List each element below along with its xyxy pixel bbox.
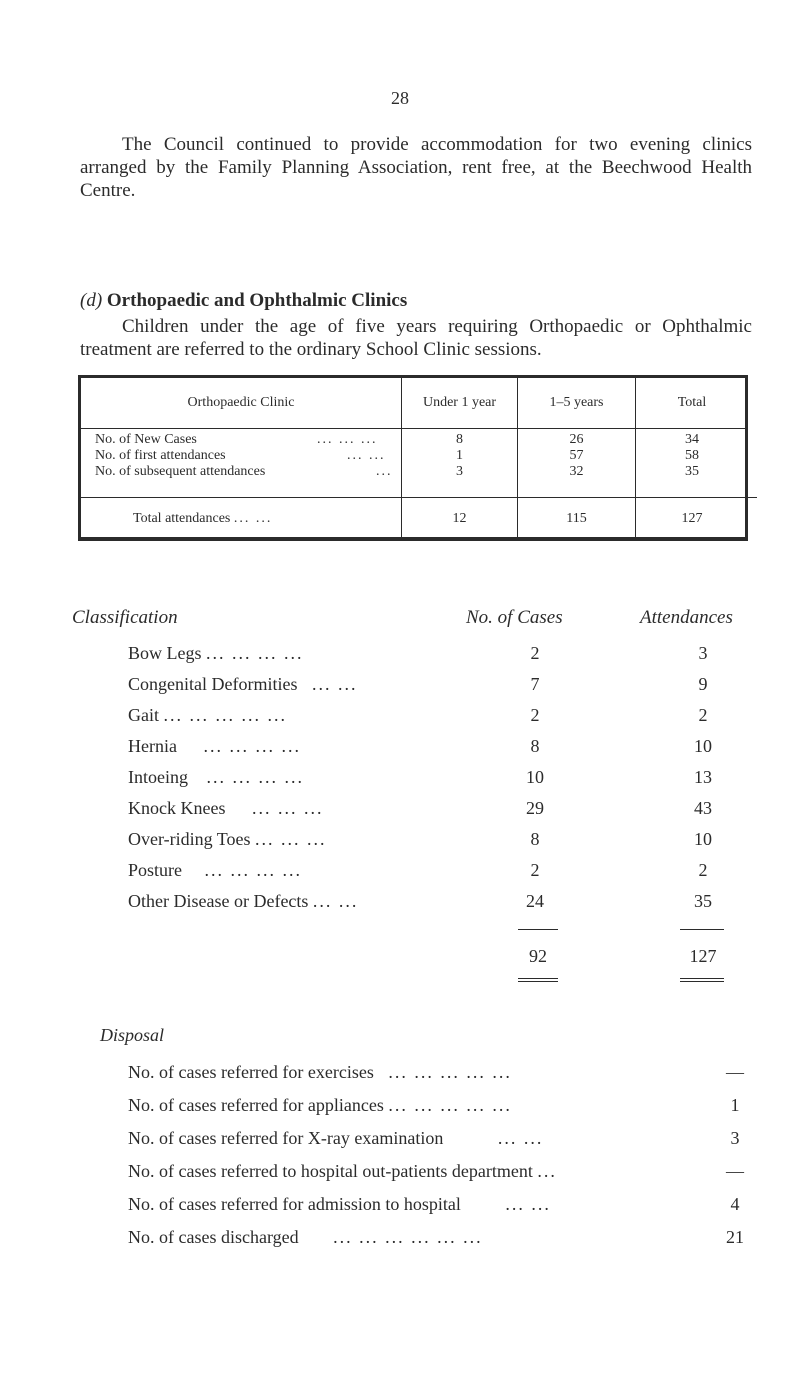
classification-label: [128, 736, 301, 757]
label-text: Hernia: [128, 736, 177, 756]
leader-dots: ... ...: [497, 1128, 544, 1148]
cell-value: 35: [685, 464, 699, 479]
row-label-new-cases: [95, 432, 378, 448]
subtotal-rule: [518, 929, 558, 930]
disposal-item: [128, 1095, 512, 1116]
total-divider: [81, 497, 757, 498]
leader-dots: ... ... ... ...: [203, 736, 301, 756]
label-text: No. of cases referred for admission to hospital: [128, 1194, 461, 1214]
leader-dots: ... ... ... ... ...: [388, 1095, 512, 1115]
header-total: Total: [677, 395, 707, 410]
double-rule: [518, 981, 558, 982]
disposal-value: —: [726, 1161, 744, 1181]
label-text: Over-riding Toes: [128, 829, 251, 849]
classification-label: [128, 798, 323, 819]
orthopaedic-clinic-table: [78, 375, 748, 541]
disposal-item: [128, 1161, 557, 1182]
cases-value: 7: [530, 674, 540, 694]
classification-label: [128, 705, 287, 726]
label-text: No. of cases referred for appliances: [128, 1095, 384, 1115]
disposal-item: [128, 1194, 551, 1215]
total-attendances: 127: [689, 946, 717, 966]
cell-value: 34: [685, 432, 699, 447]
leader-dots: ... ...: [347, 448, 386, 463]
leader-dots: ... ... ... ...: [206, 643, 304, 663]
leader-dots: ... ... ...: [255, 829, 327, 849]
attendances-value: 10: [694, 829, 712, 849]
leader-dots: ... ... ... ... ... ...: [333, 1227, 483, 1247]
cases-value: 24: [526, 891, 544, 911]
leader-dots: ... ...: [311, 674, 358, 694]
double-rule: [680, 981, 724, 982]
subtotal-rule: [680, 929, 724, 930]
label-text: No. of cases referred to hospital out-patients department: [128, 1161, 533, 1181]
cases-value: 2: [530, 643, 540, 663]
total-attendances-label: [133, 511, 272, 527]
leader-dots: ...: [537, 1161, 557, 1181]
section-title: Orthopaedic and Ophthalmic Clinics: [106, 290, 408, 311]
page-number: 28: [391, 88, 409, 108]
label-text: No. of cases discharged: [128, 1227, 299, 1247]
cell-value: 1: [456, 448, 463, 463]
leader-dots: ...: [376, 464, 393, 479]
section-heading: [80, 290, 407, 312]
classification-label: [128, 860, 302, 881]
classification-label: [128, 891, 358, 912]
row-label-first-attendances: [95, 448, 386, 464]
label-text: Bow Legs: [128, 643, 202, 663]
classification-label: [128, 643, 304, 664]
section-letter: (d): [80, 290, 103, 311]
row-label-text: No. of first attendances: [95, 448, 226, 463]
total-value: 127: [681, 511, 703, 526]
disposal-value: 21: [726, 1227, 744, 1247]
label-text: Intoeing: [128, 767, 188, 787]
label-text: Other Disease or Defects: [128, 891, 309, 911]
attendances-value: 2: [698, 705, 708, 725]
disposal-heading: Disposal: [100, 1025, 165, 1045]
classification-label: [128, 674, 357, 695]
disposal-item: [128, 1227, 483, 1248]
leader-dots: ... ...: [312, 891, 359, 911]
attendances-value: 9: [698, 674, 708, 694]
cases-value: 2: [530, 705, 540, 725]
disposal-item: [128, 1062, 512, 1083]
cell-value: 8: [456, 432, 463, 447]
label-text: No. of cases referred for exercises: [128, 1062, 374, 1082]
cell-value: 57: [569, 448, 584, 463]
label-text: Congenital Deformities: [128, 674, 298, 694]
leader-dots: ... ... ... ... ...: [388, 1062, 512, 1082]
double-rule: [680, 978, 724, 979]
row-label-text: No. of subsequent attendances: [95, 464, 266, 479]
leader-dots: ... ...: [233, 511, 273, 526]
cases-value: 8: [530, 829, 540, 849]
classification-label: [128, 767, 304, 788]
disposal-value: 4: [730, 1194, 740, 1214]
classification-label: [128, 829, 327, 850]
cell-value: 26: [569, 432, 584, 447]
cases-value: 29: [526, 798, 544, 818]
cell-value: 58: [685, 448, 699, 463]
header-1-5-years: 1–5 years: [549, 395, 604, 410]
row-label-subsequent-attendances: [95, 464, 393, 480]
row-label-text: No. of New Cases: [95, 432, 197, 447]
leader-dots: ... ... ...: [251, 798, 324, 818]
disposal-value: —: [726, 1062, 744, 1082]
leader-dots: ... ... ... ...: [204, 860, 302, 880]
header-divider: [81, 428, 745, 429]
header-orthopaedic-clinic: Orthopaedic Clinic: [187, 395, 295, 410]
cases-header: No. of Cases: [466, 607, 563, 628]
section-text: Children under the age of five years requiring Orthopaedic or Ophthalmic treatment are referred to the ordinary School Clinic sessions.: [80, 316, 752, 360]
label-text: Knock Knees: [128, 798, 226, 818]
cases-value: 10: [526, 767, 544, 787]
attendances-value: 2: [698, 860, 708, 880]
attendances-value: 3: [698, 643, 708, 663]
cell-value: 32: [569, 464, 584, 479]
intro-paragraph: The Council continued to provide accommodation for two evening clinics arranged by the Family Planning Association, rent free, at the Beechwood Health Centre.: [80, 134, 752, 201]
attendances-value: 13: [694, 767, 712, 787]
cell-value: 3: [456, 464, 463, 479]
classification-header: Classification: [72, 607, 178, 628]
leader-dots: ... ... ...: [317, 432, 378, 447]
disposal-item: [128, 1128, 543, 1149]
total-cases: 92: [529, 946, 547, 966]
row-label-text: Total attendances: [133, 511, 231, 526]
cases-value: 2: [530, 860, 540, 880]
attendances-value: 43: [694, 798, 712, 818]
label-text: No. of cases referred for X-ray examination: [128, 1128, 444, 1148]
header-under-1-year: Under 1 year: [422, 395, 497, 410]
leader-dots: ... ... ... ... ...: [163, 705, 287, 725]
leader-dots: ... ...: [505, 1194, 551, 1214]
disposal-value: 1: [730, 1095, 740, 1115]
attendances-value: 10: [694, 736, 712, 756]
leader-dots: ... ... ... ...: [206, 767, 304, 787]
total-value: 115: [566, 511, 587, 526]
double-rule: [518, 978, 558, 979]
attendances-header: Attendances: [640, 607, 733, 628]
attendances-value: 35: [694, 891, 712, 911]
cases-value: 8: [530, 736, 540, 756]
total-value: 12: [452, 511, 467, 526]
label-text: Posture: [128, 860, 182, 880]
label-text: Gait: [128, 705, 159, 725]
disposal-value: 3: [730, 1128, 740, 1148]
